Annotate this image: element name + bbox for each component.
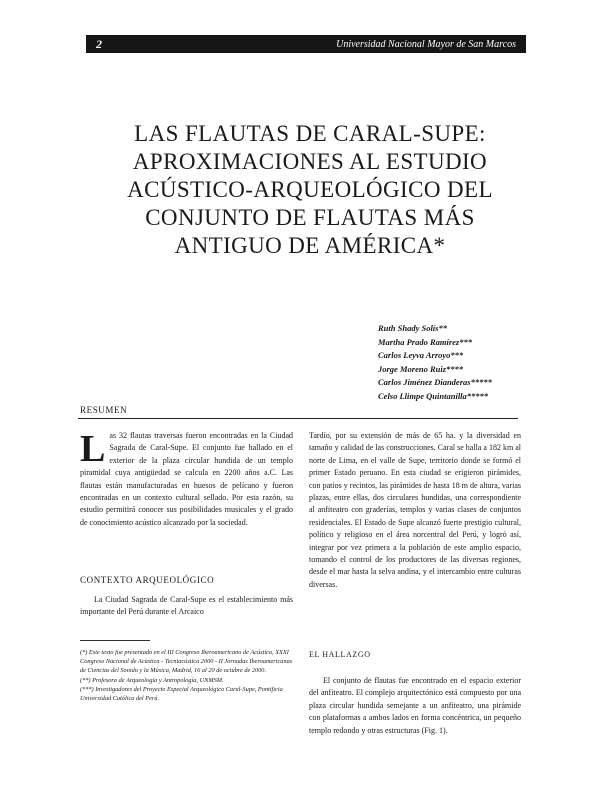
article-title: [100, 120, 520, 260]
contexto-paragraph: La Ciudad Sagrada de Caral-Supe es el establecimiento más importante del Perú durante el Arcaico: [80, 595, 293, 617]
author-name: Ruth Shady Solís**: [378, 323, 447, 333]
title-line: ACÚSTICO-ARQUEOLÓGICO DEL: [127, 177, 493, 202]
footnote-rule: [80, 640, 150, 641]
running-header-bar: [86, 35, 526, 53]
title-line: CONJUNTO DE FLAUTAS MÁS: [145, 205, 475, 230]
section-heading-contexto: CONTEXTO ARQUEOLÓGICO: [80, 575, 215, 585]
section-divider: [78, 418, 518, 419]
author-name: Celso Llimpe Quintanilla*****: [378, 390, 489, 401]
running-head: Universidad Nacional Mayor de San Marcos: [336, 38, 516, 50]
title-line: APROXIMACIONES AL ESTUDIO: [132, 149, 488, 174]
footnote: (**) Profesora de Arqueología y Antropología, UNMSM.: [80, 676, 224, 684]
title-line: LAS FLAUTAS DE CARAL-SUPE:: [134, 121, 486, 146]
author-name: Carlos Jiménez Dianderas*****: [378, 377, 492, 387]
footnote: (***) Investigadores del Proyecto Especial Arqueológico Caral-Supe, Pontificia Universidad Católica del Perú.: [80, 685, 283, 703]
resumen-paragraph: [80, 430, 293, 529]
left-column-contexto: [80, 594, 293, 619]
author-name: Carlos Leyva Arroyo***: [378, 350, 464, 360]
footnotes: [80, 648, 293, 703]
drop-cap: L: [80, 428, 106, 470]
title-line: ANTIGUO DE AMÉRICA*: [174, 233, 446, 258]
resumen-text: as 32 flautas traversas fueron encontradas en la Ciudad Sagrada de Caral-Supe. El conjunto fue hallado en el exterior de la plaza circular hundida de un templo piramidal cuya antigüedad se calcula en 2200 años a.C. Las flautas están manufacturadas en huesos de pelícano y fueron encontradas en un contexto cultural sellado. Por esta razón, su estudio permitirá conocer sus posibilidades musicales y el grado de conocimiento acústico alcanzado por la sociedad.: [80, 431, 293, 527]
section-heading-hallazgo: EL HALLAZGO: [309, 650, 371, 659]
hallazgo-paragraph: El conjunto de flautas fue encontrado en el espacio exterior del anfiteatro. El complejo arquitectónico está compuesto por una plaza circular hundida semejante a un anfiteatro, una pirámide con plataformas a ambos lados en forma concéntrica, un pequeño templo redondo y otras estructuras (Fig. 1).: [309, 676, 521, 735]
left-column-resumen: [80, 430, 293, 529]
right-column-hallazgo: [309, 675, 521, 737]
author-name: Jorge Moreno Ruiz****: [378, 363, 464, 374]
right-column-contexto: [309, 430, 521, 591]
section-heading-resumen: RESUMEN: [80, 405, 128, 415]
contexto-continuation: Tardío, por su extensión de más de 65 ha. y la diversidad en tamaño y calidad de las construcciones. Caral se halla a 182 km al norte de Lima, en el valle de Supe, territorio donde se formó el primer Estado peruano. En esta ciudad se erigieron pirámides, con patios y recintos, las pirámides de hasta 18 m de altura, varias plazas, entre ellas, dos circulares hundidas, una correspondiente al anfiteatro con graderías, templos y varias clases de conjuntos residenciales. El Estado de Supe alcanzó fuerte prestigio cultural, político y religioso en el área norcentral del Perú, y logró así, integrar por vez primera a la población de este amplio espacio, tomando el control de los productores de las diversas regiones, desde el mar hasta la selva andina, y el intercambio entre culturas diversas.: [309, 431, 521, 589]
page-number: 2: [96, 36, 102, 51]
footnote: (*) Este texto fue presentado en el III Congreso Iberoamericano de Acústica, XXXI Congreso Nacional de Acústica - Tecniacústica 2000 - II Jornadas Iberoamericanas de Ciencias del Sonido y la Música, Madrid, 16 al 20 de octubre de 2000.: [80, 649, 293, 675]
author-list: [378, 322, 518, 403]
author-name: Martha Prado Ramírez***: [378, 336, 472, 347]
